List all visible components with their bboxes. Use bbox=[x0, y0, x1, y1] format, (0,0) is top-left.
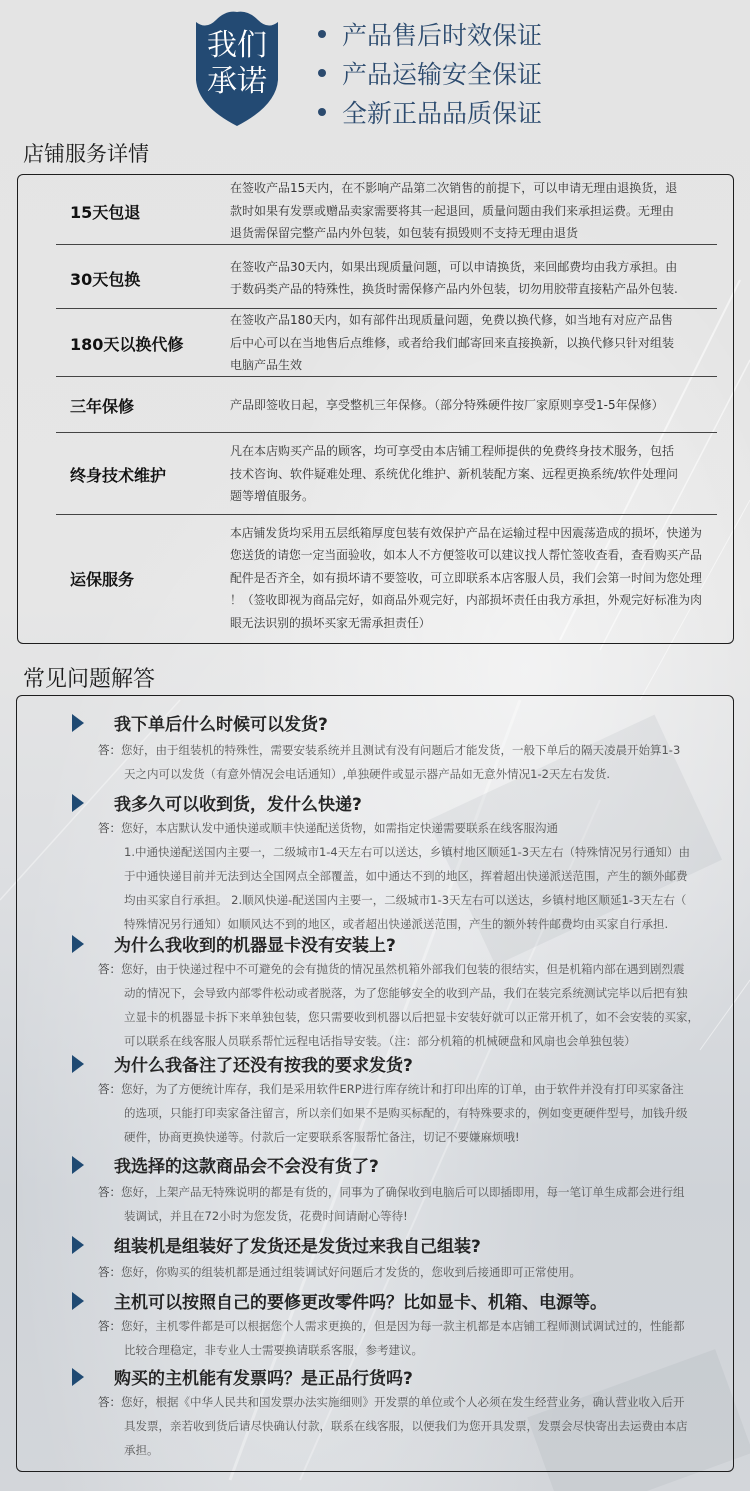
service-name: 180天以换代修 bbox=[70, 334, 184, 354]
service-name: 三年保修 bbox=[70, 396, 135, 416]
faq-question bbox=[72, 1051, 413, 1076]
service-description: 凡在本店购买产品的顾客，均可享受由本店铺工程师提供的免费终身技术服务，包括 技术咨询、软件疑难处理、系统优化维护、新机装配方案、远程更换系统/软件处理问 题等增值服务。 bbox=[230, 444, 679, 504]
triangle-bullet-icon bbox=[72, 1292, 84, 1310]
question-text: 我多久可以收到货，发什么快递? bbox=[114, 795, 362, 815]
service-name: 30天包换 bbox=[70, 269, 141, 289]
bullet-icon bbox=[318, 108, 326, 116]
service-description: 本店铺发货均采用五层纸箱厚度包装有效保护产品在运输过程中因震荡造成的损坏，快递为 您送货的请您一定当面验收，如本人不方便签收可以建议找人帮忙签收查看，查看购买产品 配件是否齐全，如有损坏请不要签收，可立即联系本店客服人员，我们会第一时间为您处理 ！（签收即视为商品完好，如商品外观完好，内部损坏责任由我方承担，外观完好标准为肉 眼无法识别的损坏买家无需承担责任） bbox=[230, 525, 702, 630]
promise-item bbox=[318, 14, 542, 53]
question-text: 购买的主机能有发票吗？是正品行货吗? bbox=[114, 1369, 413, 1389]
faq-question bbox=[72, 1232, 481, 1257]
service-section-title: 店铺服务详情 bbox=[23, 142, 149, 166]
faq-question bbox=[72, 1288, 607, 1313]
promise-badge-text bbox=[192, 28, 282, 100]
question-text: 主机可以按照自己的要修更改零件吗？比如显卡、机箱、电源等。 bbox=[114, 1293, 607, 1313]
faq-answer: 答：您好，由于组装机的特殊性，需要安装系统并且测试有没有问题后才能发货，一般下单后的隔天凌晨开始算1-3 天之内可以发货（有意外情况会电话通知）,单独硬件或显示器产品如无意外情况1-2天左右发货. bbox=[98, 743, 681, 781]
faq-answer: 答：您好，上架产品无特殊说明的都是有货的，同事为了确保收到电脑后可以即插即用，每一笔订单生成都会进行组 装调试，并且在72小时为您发货，花费时间请耐心等待! bbox=[98, 1185, 685, 1223]
service-row bbox=[56, 515, 736, 641]
service-name: 终身技术维护 bbox=[70, 465, 167, 485]
triangle-bullet-icon bbox=[72, 1156, 84, 1174]
faq-box bbox=[16, 695, 734, 1472]
promise-list bbox=[318, 14, 542, 131]
bullet-icon bbox=[318, 30, 326, 38]
badge-line-2: 承诺 bbox=[207, 64, 267, 99]
service-description: 在签收产品15天内，在不影响产品第二次销售的前提下，可以申请无理由退换货，退 款时如果有发票或赠品卖家需要将其一起退回，质量问题由我们来承担运费。无理由 退货需保留完整产品内外包装，如包装有损毁则不支持无理由退货 bbox=[230, 181, 678, 241]
triangle-bullet-icon bbox=[72, 1236, 84, 1254]
promise-item-text: 产品运输安全保证 bbox=[342, 59, 543, 89]
service-row bbox=[56, 309, 717, 377]
divider bbox=[56, 244, 717, 245]
faq-question bbox=[72, 710, 328, 735]
triangle-bullet-icon bbox=[72, 714, 84, 732]
service-description: 在签收产品180天内，如有部件出现质量问题，免费以换代修，如当地有对应产品售 后中心可以在当地售后点维修，或者给我们邮寄回来直接换新，以换代修只针对组装 电脑产品生效 bbox=[230, 313, 675, 373]
service-details-box bbox=[17, 174, 734, 644]
promise-item-text: 全新正品品质保证 bbox=[342, 98, 543, 128]
faq-question bbox=[72, 1364, 413, 1389]
service-row bbox=[56, 377, 717, 433]
triangle-bullet-icon bbox=[72, 1055, 84, 1073]
faq-answer: 答：您好，根据《中华人民共和国发票办法实施细则》开发票的单位或个人必须在发生经营业务，确认营业收入后开 具发票，亲若收到货后请尽快确认付款，联系在线客服，以便我们为您开具发票，发票会尽快寄出去运费由本店 承担。 bbox=[98, 1395, 688, 1457]
faq-question bbox=[72, 1152, 379, 1177]
question-text: 我下单后什么时候可以发货? bbox=[114, 715, 328, 735]
service-name: 15天包退 bbox=[70, 202, 141, 222]
triangle-bullet-icon bbox=[72, 935, 84, 953]
faq-answer: 答：您好，本店默认发中通快递或顺丰快递配送货物，如需指定快递需要联系在线客服沟通 1.中通快递配送国内主要一，二级城市1-4天左右可以送达，乡镇村地区顺延1-3天左右（特殊情况另行通知）由 于中通快递目前并无法到达全国网点全部覆盖，如中通达不到的地区，挥着超出快递派送范围，产生的额外邮费 均由买家自行承担。 2.顺风快递-配送国内主要一，二级城市1-3天左右可以送达，乡镇村地区顺延1-3天左右（ 特殊情况另行通知）如顺风达不到的地区，或者超出快递派送范围，产生的额外转件邮费均由买家自行承担. bbox=[98, 821, 691, 931]
faq-answer: 答：您好，为了方便统计库存，我们是采用软件ERP进行库存统计和打印出库的订单，由于软件并没有打印买家备注 的选项，只能打印卖家备注留言，所以亲们如果不是购买标配的，有特殊要求的，例如变更硬件型号，加钱升级 硬件，协商更换快递等。付款后一定要联系客服帮忙备注，切记不要嫌麻烦哦! bbox=[98, 1082, 688, 1144]
promise-header bbox=[0, 0, 750, 135]
question-text: 为什么我备注了还没有按我的要求发货? bbox=[114, 1056, 413, 1076]
question-text: 为什么我收到的机器显卡没有安装上? bbox=[114, 936, 396, 956]
faq-answer: 答：您好，主机零件都是可以根据您个人需求更换的，但是因为每一款主机都是本店铺工程师测试调试过的，性能都 比较合理稳定，非专业人士需要换请联系客服，参考建议。 bbox=[98, 1319, 685, 1357]
service-row bbox=[56, 247, 717, 309]
question-text: 我选择的这款商品会不会没有货了? bbox=[114, 1157, 379, 1177]
service-description: 在签收产品30天内，如果出现质量问题，可以申请换货，来回邮费均由我方承担。由 于数码类产品的特殊性，换货时需保修产品内外包装，切勿用胶带直接粘产品外包装. bbox=[230, 259, 678, 296]
question-text: 组装机是组装好了发货还是发货过来我自己组装? bbox=[114, 1237, 481, 1257]
faq-answer: 答：您好，由于快递过程中不可避免的会有抛货的情况虽然机箱外部我们包装的很结实，但是机箱内部在遇到剧烈震 动的情况下，会导致内部零件松动或者脱落，为了您能够安全的收到产品，我们在装完系统测试完毕以后把有独 立显卡的机器显卡拆下来单独包装，您只需要收到机器以后把显卡安装好就可以正常开机了，如不会安装的买家， 可以联系在线客服人员联系帮忙远程电话指导安装。（注：部分机箱的机械硬盘和风扇也会单独包装） bbox=[98, 962, 699, 1048]
badge-line-1: 我们 bbox=[207, 28, 267, 63]
service-description: 产品即签收日起，享受整机三年保修。（部分特殊硬件按厂家原则享受1-5年保修） bbox=[230, 397, 664, 412]
faq-answer: 答：您好，你购买的组装机都是通过组装调试好问题后才发货的，您收到后接通即可正常使用。 bbox=[98, 1265, 581, 1279]
faq-section-title: 常见问题解答 bbox=[23, 667, 156, 692]
promise-item-text: 产品售后时效保证 bbox=[342, 20, 543, 50]
faq-question bbox=[72, 790, 362, 815]
bullet-icon bbox=[318, 69, 326, 77]
service-name: 运保服务 bbox=[70, 569, 135, 589]
faq-question bbox=[72, 931, 396, 956]
service-row bbox=[56, 177, 717, 245]
triangle-bullet-icon bbox=[72, 1368, 84, 1386]
promise-item bbox=[318, 92, 542, 131]
promise-item bbox=[318, 53, 542, 92]
service-row bbox=[56, 433, 717, 515]
triangle-bullet-icon bbox=[72, 794, 84, 812]
